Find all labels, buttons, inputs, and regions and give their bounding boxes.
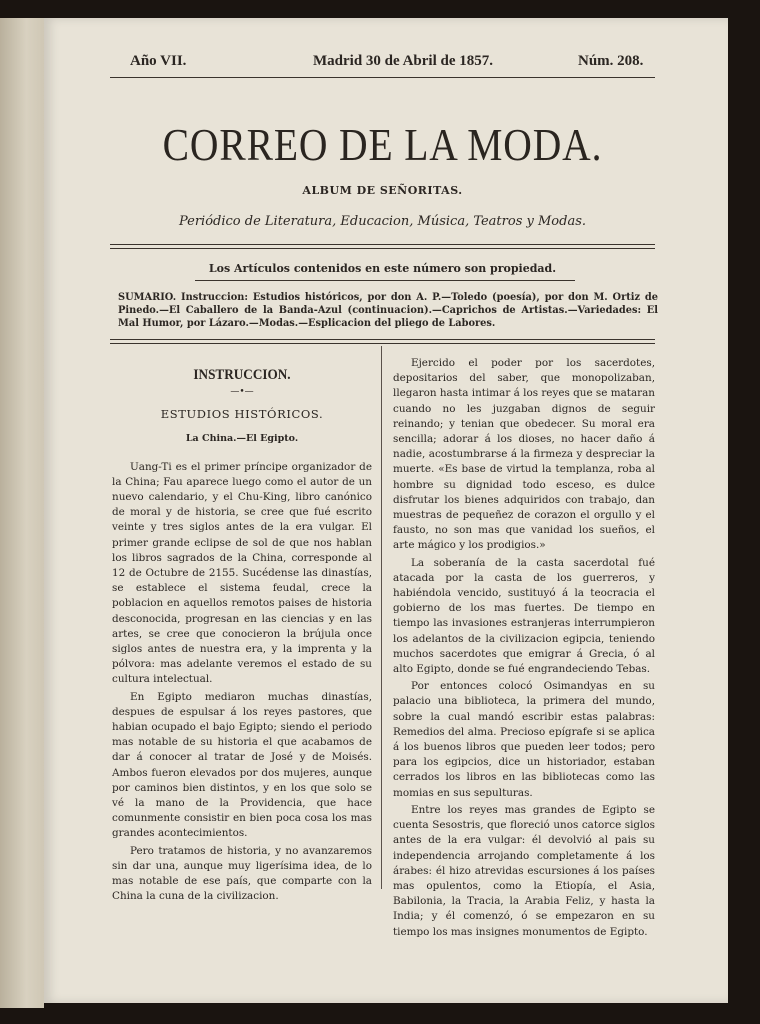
masthead-title: CORREO DE LA MODA.: [162, 119, 603, 170]
paragraph: Entre los reyes mas grandes de Egipto se cuenta Sesostris, que floreció unos catorce siglos antes de la era vulgar: él devolvió al pais su independencia arrojando completamente á los árabes: él hizo atrevidas escursiones á los países mas opulentos, como la Etiopía, el Asia, Babilonia, la Tracia, la Arabia Feliz, y hasta la India; y él comenzó, ó se empezaron en su tiempo los mas insignes monumentos de Egipto.: [393, 803, 655, 938]
property-notice: Los Artículos contenidos en este número son propiedad.: [208, 262, 557, 275]
masthead-tagline: Periódico de Literatura, Educacion, Música, Teatros y Modas.: [178, 214, 586, 229]
notice-rule: [195, 280, 575, 281]
issue-number: Núm. 208.: [578, 53, 644, 69]
section-title: INSTRUCCION.: [193, 367, 291, 383]
paragraph: Pero tratamos de historia, y no avanzaremos sin dar una, aunque muy ligerísima idea, de lo mas notable de ese país, que comparte con la China la cuna de la civilizacion.: [112, 844, 372, 903]
masthead-rule: [110, 244, 655, 249]
paragraph: Por entonces colocó Osimandyas en su palacio una biblioteca, la primera del mundo, sobre la cual mandó escribir estas palabras: Remedios del alma. Precioso epígrafe si se aplica á los buenos libros que pueden leer todos; pero para los egipcios, dice un historiador, estaban cerrados los libros en las bibliotecas como las momias en sus sepulturas.: [393, 680, 655, 799]
paragraph: Ejercido el poder por los sacerdotes, depositarios del saber, que monopolizaban, llegaron hasta intimar á los reyes que se mataran cuando no les juzgaban dignos de seguir reinando; y tenian que obedecer. Su moral era sencilla; adorar á los dioses, no hacer daño á nadie, acostumbrarse á la firmeza y despreciar la muerte. «Es base de virtud la templanza, roba al hombre su dignidad todo esceso, es dulce disfrutar los bienes adquiridos con trabajo, dan muestras de pequeñez de corazon el orgullo y el fausto, no son mas que vanidad los sueños, el arte mágico y los prodigios.»: [393, 357, 655, 552]
header-rule: [110, 77, 655, 78]
issue-date: Madrid 30 de Abril de 1857.: [313, 53, 494, 69]
ornament: —•—: [230, 387, 254, 398]
summary: SUMARIO. Instruccion: Estudios históricos, por don A. P.—Toledo (poesía), por don M. Ortiz de Pinedo.—El Caballero de la Banda-Azul (continuacion).—Caprichos de Artistas.—Variedades: El Mal Humor, por Lázaro.—Modas.—Esplicacion del pliego de Labores.: [118, 292, 658, 329]
summary-rule: [110, 339, 655, 344]
facing-page-edge: [0, 18, 44, 1008]
issue-year: Año VII.: [130, 53, 187, 69]
paragraph: Uang-Ti es el primer príncipe organizador de la China; Fau aparece luego como el autor de un nuevo calendario, y el Chu-King, libro canónico de moral y de historia, se cree que fué escrito veinte y tres siglos antes de la era vulgar. El primer grande eclipse de sol de que nos hablan los libros sagrados de la China, corresponde al 12 de Octubre de 2155. Sucédense las dinastías, se establece el sistema feudal, crece la poblacion en aquellos remotos paises de historia desconocida, progresan en las ciencias y en las artes, se cree que conocieron la brújula once siglos antes de nuestra era, y la imprenta y la pólvora: mas adelante veremos el estado de su cultura intelectual.: [112, 460, 372, 686]
article-left-column: [112, 368, 372, 907]
paragraph: La soberanía de la casta sacerdotal fué atacada por la casta de los guerreros, y habiéndola vencido, sustituyó á la teocracia el gobierno de los mas fuertes. De tiempo en tiempo las invasiones estranjeras interrumpieron los adelantos de la civilizacion egipcia, teniendo muchos sacerdotes que emigrar á Grecia, ó al alto Egipto, donde se fué engrandeciendo Tebas.: [393, 556, 655, 676]
paragraph: En Egipto mediaron muchas dinastías, despues de espulsar á los reyes pastores, que habian ocupado el bajo Egipto; siendo el periodo mas notable de su historia el que acabamos de dar á conocer al tratar de José y de Moisés. Ambos fueron elevados por dos mujeres, aunque por caminos bien distintos, y en los que solo se vé la mano de la Providencia, que hace comunmente consistir en bien poca cosa los mas grandes acontecimientos.: [112, 690, 372, 840]
column-divider: [381, 346, 382, 889]
masthead-subtitle: ALBUM DE SEÑORITAS.: [302, 184, 463, 197]
article-subheading: La China.—El Egipto.: [185, 433, 299, 445]
article-right-column: [393, 356, 655, 942]
article-heading: ESTUDIOS HISTÓRICOS.: [160, 407, 324, 422]
